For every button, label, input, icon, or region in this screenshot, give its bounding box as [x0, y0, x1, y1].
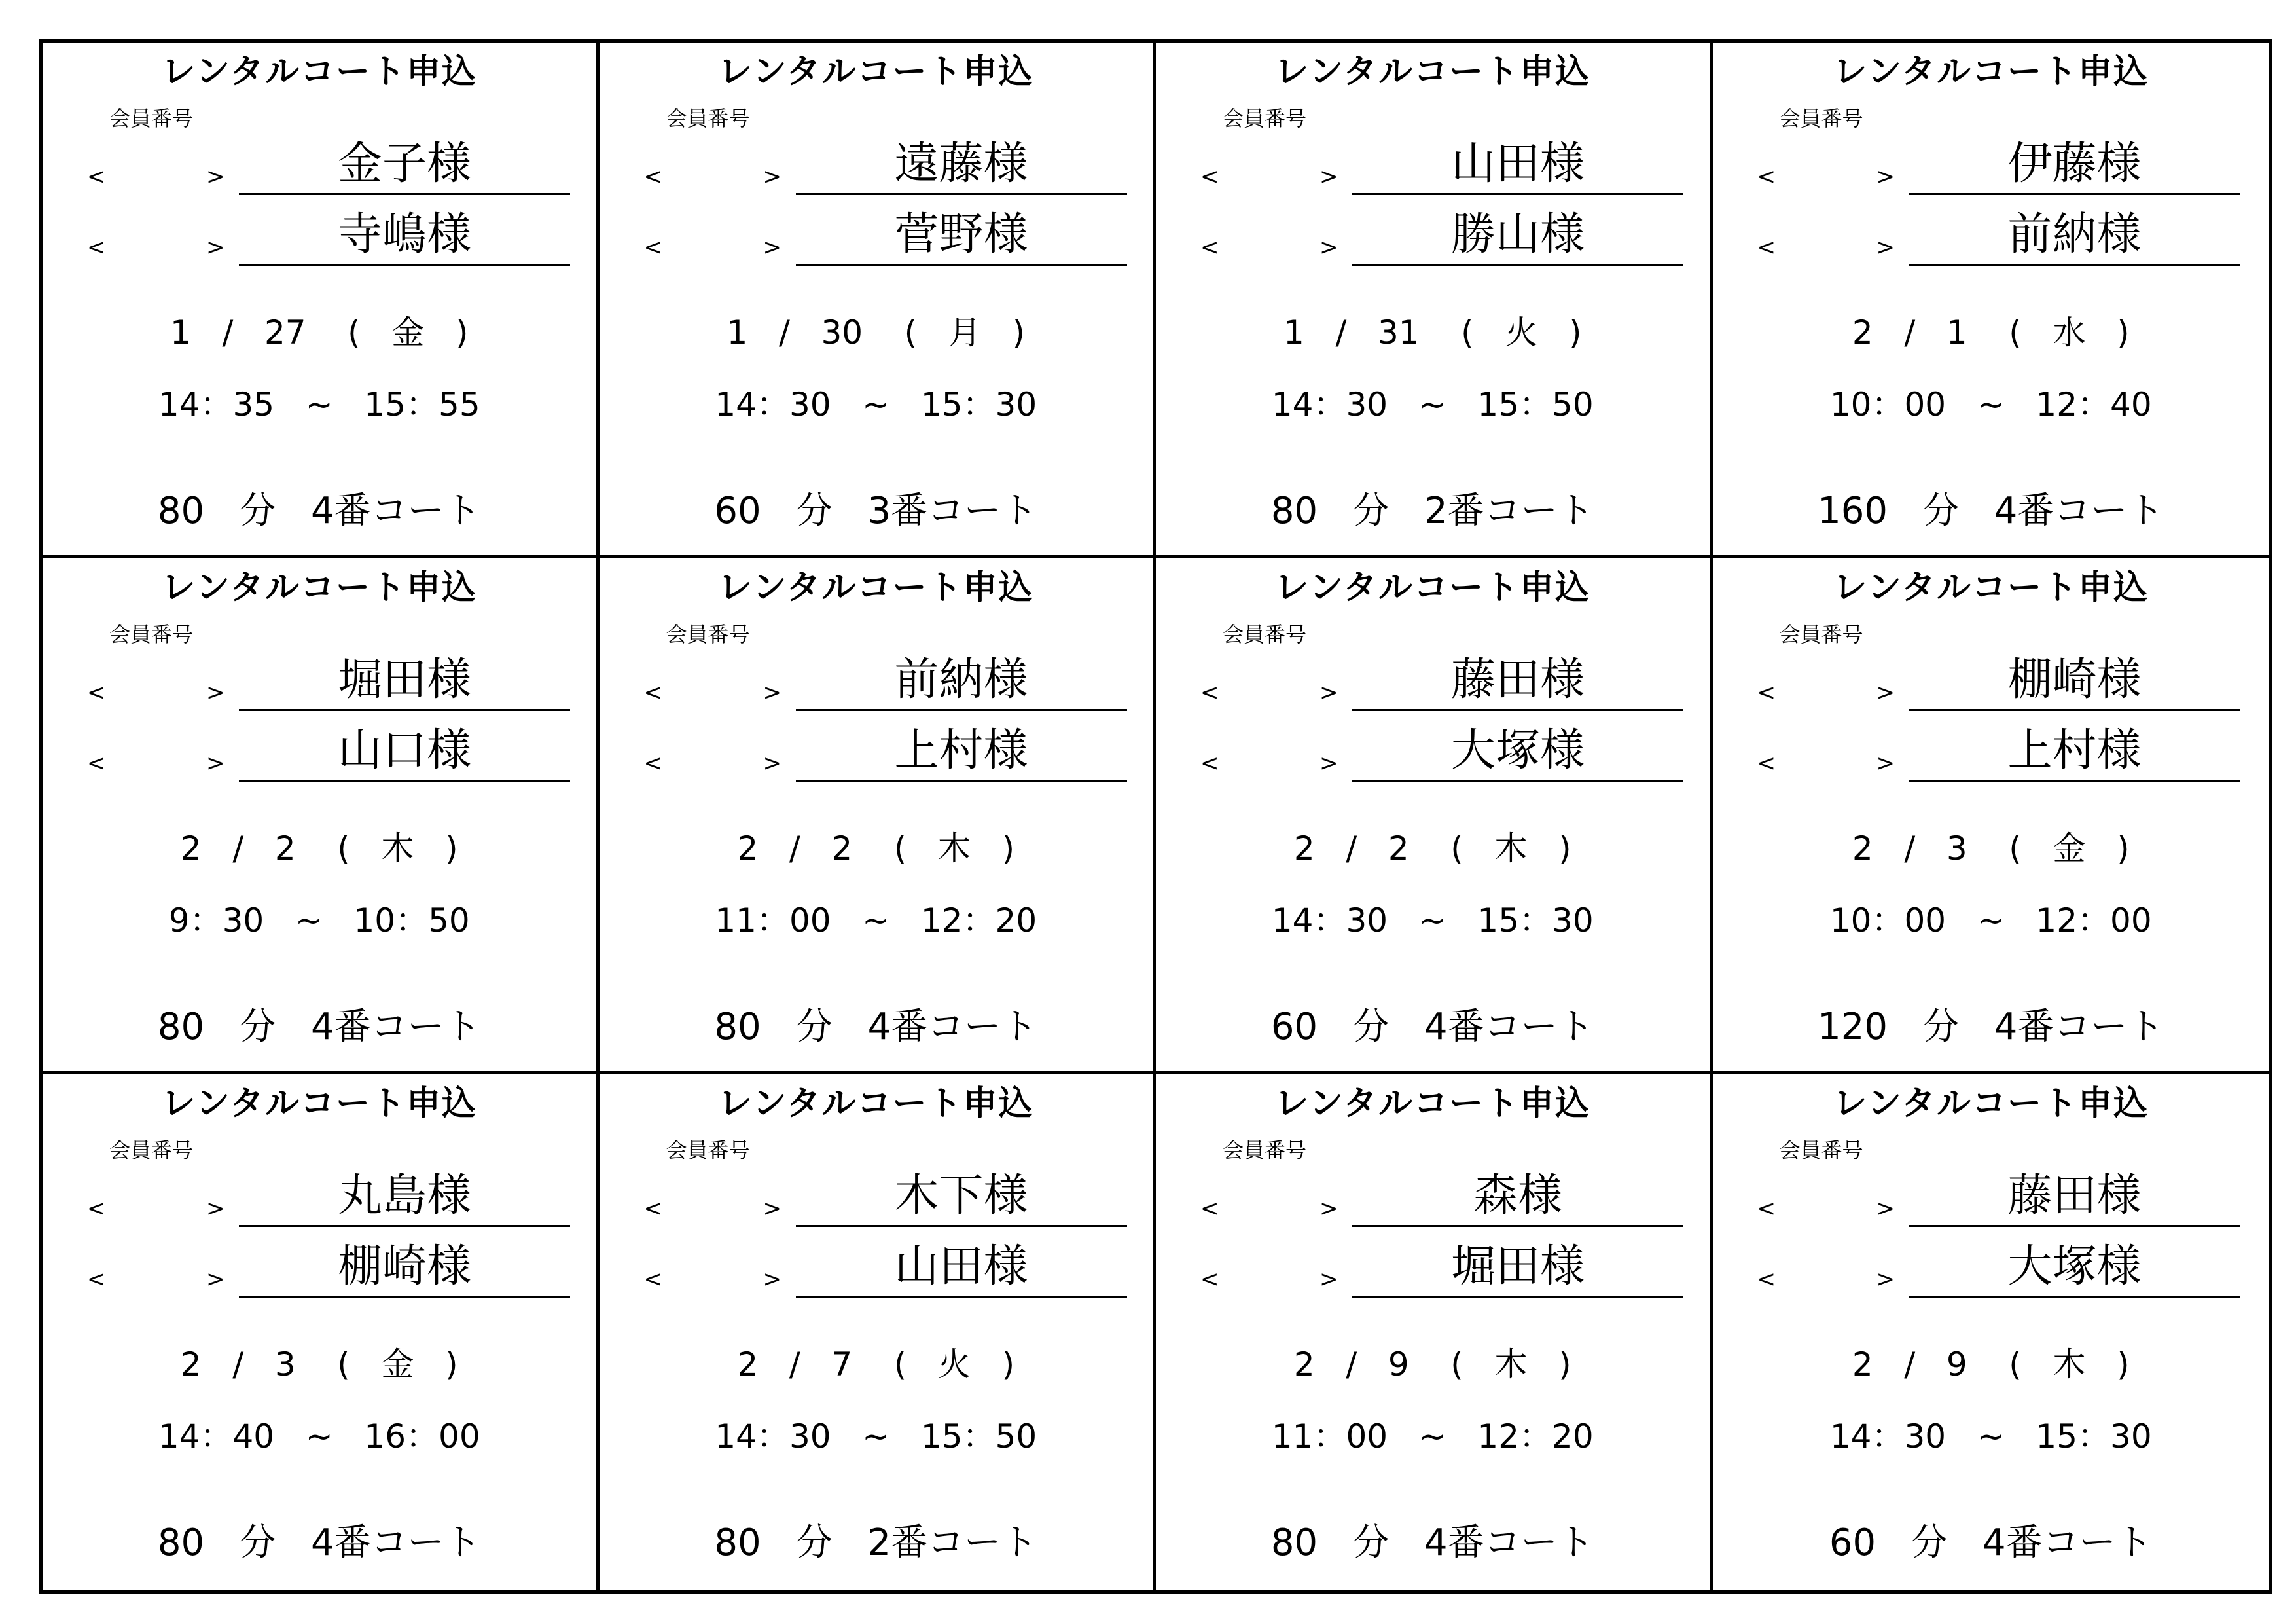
duration-minutes: 80 — [714, 1522, 761, 1564]
duration-unit: 分 — [239, 490, 276, 532]
reservation-date: 2 / 3 ( 金 ) — [1852, 830, 2130, 867]
member-number-bracket-open: < — [1757, 1266, 1776, 1292]
time-end: 15：30 — [920, 386, 1037, 424]
member-number-bracket-open: < — [643, 1266, 662, 1292]
applicant-row-1 — [43, 1167, 596, 1228]
date-weekday: 金 — [391, 314, 425, 352]
date-slash: / — [789, 830, 800, 867]
member-number-bracket-close: > — [762, 1195, 781, 1222]
date-slash: / — [1904, 1345, 1916, 1383]
court-number: 4番コート — [1994, 1006, 2164, 1048]
time-end: 12：20 — [920, 902, 1037, 939]
duration-unit: 分 — [1352, 1006, 1390, 1048]
member-number-bracket-close: > — [1876, 750, 1895, 776]
time-end: 10：50 — [353, 902, 470, 939]
applicant-row-2 — [1713, 722, 2270, 782]
member-number-bracket-close: > — [1319, 164, 1338, 190]
time-tilde: ~ — [862, 1417, 890, 1455]
applicant-name-2[interactable]: 山口様 — [239, 722, 570, 782]
duration-unit: 分 — [1922, 490, 1960, 532]
rental-court-card — [600, 1074, 1157, 1590]
member-number-label: 会員番号 — [1779, 1138, 1863, 1163]
duration-unit: 分 — [796, 490, 833, 532]
reservation-date: 2 / 2 ( 木 ) — [737, 830, 1015, 867]
duration-minutes: 80 — [157, 490, 205, 532]
member-number-label: 会員番号 — [109, 622, 194, 647]
reservation-time — [1713, 904, 2270, 937]
member-number-bracket-close: > — [206, 234, 225, 261]
applicant-name-1[interactable]: 丸島様 — [239, 1167, 570, 1227]
applicant-name-1[interactable]: 棚崎様 — [1909, 651, 2240, 711]
applicant-row-2 — [1713, 206, 2270, 266]
card-title: レンタルコート申込 — [1833, 1084, 2149, 1123]
date-day: 31 — [1377, 314, 1420, 352]
applicant-name-2[interactable]: 堀田様 — [1352, 1238, 1683, 1298]
duration-unit: 分 — [1910, 1522, 1948, 1564]
member-number-bracket-open: < — [1200, 1195, 1219, 1222]
member-number-bracket-open: < — [87, 164, 106, 190]
reservation-date: 1 / 30 ( 月 ) — [726, 314, 1026, 352]
duration-minutes: 80 — [714, 1006, 761, 1048]
member-number-bracket-open: < — [87, 680, 106, 706]
date-day: 7 — [831, 1345, 853, 1383]
member-number-bracket-close: > — [1319, 750, 1338, 776]
member-number-bracket-close: > — [762, 234, 781, 261]
member-number-bracket-close: > — [206, 1195, 225, 1222]
court-number: 4番コート — [1982, 1522, 2153, 1564]
card-title: レンタルコート申込 — [717, 568, 1034, 608]
date-day: 1 — [1946, 314, 1967, 352]
date-weekday: 火 — [1505, 314, 1538, 352]
applicant-name-1[interactable]: 山田様 — [1352, 136, 1683, 195]
member-number-bracket-close: > — [762, 164, 781, 190]
member-number-bracket-close: > — [206, 1266, 225, 1292]
reservation-date: 2 / 9 ( 木 ) — [1293, 1345, 1571, 1383]
time-tilde: ~ — [305, 1417, 333, 1455]
rental-court-card — [1713, 43, 2270, 558]
date-month: 2 — [737, 1345, 759, 1383]
duration-minutes: 160 — [1818, 490, 1888, 532]
date-day: 9 — [1388, 1345, 1409, 1383]
card-title: レンタルコート申込 — [717, 1084, 1034, 1123]
reservation-time — [600, 386, 1153, 424]
duration-unit: 分 — [1352, 1522, 1390, 1564]
reservation-time — [600, 904, 1153, 937]
duration-and-court — [600, 490, 1153, 532]
member-number-bracket-open: < — [1200, 680, 1219, 706]
member-number-bracket-close: > — [1876, 1266, 1895, 1292]
reservation-date: 2 / 1 ( 水 ) — [1852, 314, 2130, 352]
applicant-row-1 — [1713, 1167, 2270, 1228]
member-number-bracket-close: > — [1319, 680, 1338, 706]
duration-unit: 分 — [796, 1522, 833, 1564]
duration-and-court — [600, 1522, 1153, 1564]
rental-court-card — [600, 43, 1157, 558]
duration-minutes: 60 — [1270, 1006, 1318, 1048]
court-number: 4番コート — [310, 1006, 481, 1048]
time-tilde: ~ — [1977, 386, 2005, 424]
duration-minutes: 80 — [157, 1522, 205, 1564]
applicant-name-2[interactable]: 上村様 — [1909, 722, 2240, 782]
time-end: 15：55 — [364, 386, 480, 424]
card-title: レンタルコート申込 — [161, 52, 478, 92]
reservation-time — [1156, 904, 1710, 937]
member-number-bracket-open: < — [1757, 680, 1776, 706]
date-slash: / — [1904, 830, 1916, 867]
time-tilde: ~ — [305, 386, 333, 424]
applicant-name-2[interactable]: 寺嶋様 — [239, 206, 570, 266]
date-month: 2 — [1852, 830, 1873, 867]
date-month: 1 — [170, 314, 191, 352]
date-month: 2 — [1293, 830, 1315, 867]
applicant-name-1[interactable]: 堀田様 — [239, 651, 570, 711]
applicant-row-2 — [600, 722, 1153, 782]
date-day: 2 — [831, 830, 853, 867]
applicant-row-2 — [1156, 206, 1710, 266]
reservation-date: 2 / 2 ( 木 ) — [180, 830, 458, 867]
date-day: 2 — [274, 830, 296, 867]
applicant-row-2 — [600, 206, 1153, 266]
applicant-name-2[interactable]: 棚崎様 — [239, 1238, 570, 1298]
member-number-bracket-close: > — [206, 680, 225, 706]
rental-court-card — [600, 558, 1157, 1074]
rental-court-card — [1713, 1074, 2270, 1590]
member-number-bracket-close: > — [206, 750, 225, 776]
date-month: 2 — [180, 1345, 202, 1383]
time-end: 15：30 — [2036, 1417, 2152, 1455]
date-day: 30 — [821, 314, 863, 352]
date-month: 1 — [1283, 314, 1304, 352]
member-number-bracket-close: > — [206, 164, 225, 190]
member-number-label: 会員番号 — [666, 106, 750, 131]
date-month: 2 — [1852, 314, 1873, 352]
applicant-name-1[interactable]: 伊藤様 — [1909, 136, 2240, 195]
court-number: 4番コート — [310, 1522, 481, 1564]
member-number-bracket-close: > — [1319, 234, 1338, 261]
date-day: 2 — [1388, 830, 1409, 867]
date-slash: / — [222, 314, 234, 352]
applicant-row-2 — [1156, 1238, 1710, 1298]
date-month: 1 — [726, 314, 748, 352]
member-number-bracket-close: > — [762, 680, 781, 706]
time-tilde: ~ — [1418, 902, 1446, 939]
time-start: 14：30 — [1829, 1417, 1946, 1455]
member-number-label: 会員番号 — [1223, 106, 1307, 131]
court-number: 4番コート — [867, 1006, 1038, 1048]
reservation-time — [1156, 386, 1710, 424]
member-number-label: 会員番号 — [109, 1138, 194, 1163]
duration-unit: 分 — [239, 1522, 276, 1564]
time-tilde: ~ — [862, 386, 890, 424]
applicant-name-2[interactable]: 勝山様 — [1352, 206, 1683, 266]
member-number-bracket-close: > — [1876, 164, 1895, 190]
reservation-time — [1713, 1417, 2270, 1455]
member-number-label: 会員番号 — [109, 106, 194, 131]
duration-and-court — [1156, 1522, 1710, 1564]
time-tilde: ~ — [1418, 1417, 1446, 1455]
member-number-bracket-close: > — [1319, 1195, 1338, 1222]
applicant-name-1[interactable]: 森様 — [1352, 1167, 1683, 1227]
applicant-name-2[interactable]: 大塚様 — [1909, 1238, 2240, 1298]
time-start: 14：40 — [158, 1417, 275, 1455]
time-start: 9：30 — [168, 902, 264, 939]
date-slash: / — [1335, 314, 1347, 352]
time-start: 14：35 — [158, 386, 275, 424]
applicant-name-2[interactable]: 前納様 — [1909, 206, 2240, 266]
applicant-row-2 — [43, 206, 596, 266]
time-end: 15：50 — [1477, 386, 1594, 424]
applicant-name-2[interactable]: 山田様 — [796, 1238, 1127, 1298]
applicant-row-2 — [600, 1238, 1153, 1298]
date-weekday: 火 — [937, 1345, 971, 1383]
date-month: 2 — [1852, 1345, 1873, 1383]
date-month: 2 — [1293, 1345, 1315, 1383]
date-slash: / — [778, 314, 790, 352]
card-title: レンタルコート申込 — [1274, 1084, 1591, 1123]
member-number-bracket-open: < — [87, 234, 106, 261]
date-day: 3 — [1946, 830, 1967, 867]
applicant-name-1[interactable]: 金子様 — [239, 136, 570, 195]
rental-court-card — [1156, 1074, 1713, 1590]
member-number-bracket-close: > — [762, 750, 781, 776]
duration-minutes: 80 — [1270, 1522, 1318, 1564]
applicant-name-1[interactable]: 木下様 — [796, 1167, 1127, 1227]
duration-and-court — [1156, 490, 1710, 532]
date-weekday: 水 — [2053, 314, 2086, 352]
date-day: 9 — [1946, 1345, 1967, 1383]
duration-and-court — [600, 1006, 1153, 1048]
rental-court-card — [43, 1074, 600, 1590]
applicant-name-1[interactable]: 遠藤様 — [796, 136, 1127, 195]
applicant-row-2 — [1156, 722, 1710, 782]
member-number-label: 会員番号 — [1223, 622, 1307, 647]
applicant-row-1 — [1156, 651, 1710, 712]
date-weekday: 金 — [2053, 830, 2086, 867]
time-end: 12：40 — [2036, 386, 2152, 424]
reservation-time — [1713, 386, 2270, 424]
time-tilde: ~ — [1977, 902, 2005, 939]
applicant-name-1[interactable]: 藤田様 — [1909, 1167, 2240, 1227]
card-title: レンタルコート申込 — [161, 1084, 478, 1123]
member-number-bracket-close: > — [1876, 680, 1895, 706]
date-weekday: 木 — [1494, 830, 1528, 867]
applicant-name-2[interactable]: 菅野様 — [796, 206, 1127, 266]
court-number: 4番コート — [1424, 1006, 1594, 1048]
member-number-label: 会員番号 — [666, 1138, 750, 1163]
duration-and-court — [1156, 1006, 1710, 1048]
court-number: 4番コート — [1994, 490, 2164, 532]
time-tilde: ~ — [295, 902, 323, 939]
member-number-label: 会員番号 — [1223, 1138, 1307, 1163]
reservation-time — [43, 1417, 596, 1455]
duration-unit: 分 — [1352, 490, 1390, 532]
duration-minutes: 80 — [1270, 490, 1318, 532]
applicant-row-1 — [600, 1167, 1153, 1228]
member-number-bracket-open: < — [1757, 1195, 1776, 1222]
date-weekday: 木 — [1494, 1345, 1528, 1383]
date-slash: / — [789, 1345, 800, 1383]
applicant-row-1 — [1156, 1167, 1710, 1228]
duration-and-court — [43, 1522, 596, 1564]
duration-minutes: 80 — [157, 1006, 205, 1048]
applicant-row-1 — [1156, 136, 1710, 196]
member-number-bracket-open: < — [643, 680, 662, 706]
date-weekday: 木 — [381, 830, 414, 867]
reservation-time — [43, 904, 596, 937]
applicant-row-2 — [43, 1238, 596, 1298]
duration-and-court — [1713, 1522, 2270, 1564]
time-end: 15：50 — [920, 1417, 1037, 1455]
date-weekday: 月 — [948, 314, 981, 352]
rental-court-card — [43, 558, 600, 1074]
duration-and-court — [43, 490, 596, 532]
time-end: 12：00 — [2036, 902, 2152, 939]
time-start: 14：30 — [1271, 902, 1388, 939]
duration-minutes: 60 — [714, 490, 761, 532]
member-number-bracket-close: > — [1876, 1195, 1895, 1222]
reservation-date: 2 / 3 ( 金 ) — [180, 1345, 458, 1383]
reservation-date: 1 / 27 ( 金 ) — [170, 314, 469, 352]
date-weekday: 金 — [381, 1345, 414, 1383]
duration-unit: 分 — [796, 1006, 833, 1048]
court-number: 4番コート — [310, 490, 481, 532]
court-number: 2番コート — [1424, 490, 1594, 532]
time-start: 11：00 — [715, 902, 831, 939]
applicant-row-1 — [1713, 136, 2270, 196]
rental-court-card — [1713, 558, 2270, 1074]
application-sheet — [39, 39, 2272, 1594]
reservation-date: 2 / 7 ( 火 ) — [737, 1345, 1015, 1383]
date-slash: / — [232, 830, 244, 867]
member-number-bracket-open: < — [643, 750, 662, 776]
applicant-row-1 — [600, 136, 1153, 196]
rental-court-card — [1156, 43, 1713, 558]
member-number-bracket-open: < — [643, 1195, 662, 1222]
applicant-row-2 — [43, 722, 596, 782]
date-weekday: 木 — [2053, 1345, 2086, 1383]
member-number-bracket-open: < — [1757, 164, 1776, 190]
reservation-time — [600, 1417, 1153, 1455]
time-end: 15：30 — [1477, 902, 1594, 939]
date-month: 2 — [180, 830, 202, 867]
member-number-bracket-open: < — [87, 1266, 106, 1292]
member-number-bracket-close: > — [762, 1266, 781, 1292]
reservation-time — [1156, 1417, 1710, 1455]
member-number-bracket-open: < — [1200, 164, 1219, 190]
time-start: 14：30 — [1271, 386, 1388, 424]
date-slash: / — [1346, 1345, 1357, 1383]
duration-and-court — [43, 1006, 596, 1048]
member-number-label: 会員番号 — [666, 622, 750, 647]
duration-unit: 分 — [1922, 1006, 1960, 1048]
time-start: 11：00 — [1271, 1417, 1388, 1455]
reservation-date: 2 / 2 ( 木 ) — [1293, 830, 1571, 867]
date-slash: / — [1346, 830, 1357, 867]
card-title: レンタルコート申込 — [1833, 52, 2149, 92]
applicant-name-1[interactable]: 藤田様 — [1352, 651, 1683, 711]
applicant-name-2[interactable]: 大塚様 — [1352, 722, 1683, 782]
court-number: 2番コート — [867, 1522, 1038, 1564]
time-start: 10：00 — [1829, 902, 1946, 939]
applicant-row-1 — [600, 651, 1153, 712]
time-start: 14：30 — [715, 1417, 831, 1455]
card-title: レンタルコート申込 — [717, 52, 1034, 92]
member-number-bracket-open: < — [1757, 234, 1776, 261]
rental-court-card — [43, 43, 600, 558]
date-slash: / — [232, 1345, 244, 1383]
member-number-bracket-open: < — [1200, 1266, 1219, 1292]
duration-unit: 分 — [239, 1006, 276, 1048]
member-number-bracket-open: < — [643, 164, 662, 190]
duration-minutes: 60 — [1829, 1522, 1876, 1564]
date-slash: / — [1904, 314, 1916, 352]
member-number-bracket-open: < — [643, 234, 662, 261]
member-number-bracket-open: < — [87, 1195, 106, 1222]
member-number-bracket-open: < — [1757, 750, 1776, 776]
time-end: 12：20 — [1477, 1417, 1594, 1455]
member-number-label: 会員番号 — [1779, 106, 1863, 131]
card-title: レンタルコート申込 — [1833, 568, 2149, 608]
card-title: レンタルコート申込 — [1274, 568, 1591, 608]
time-tilde: ~ — [862, 902, 890, 939]
member-number-bracket-open: < — [1200, 750, 1219, 776]
duration-and-court — [1713, 1006, 2270, 1048]
member-number-bracket-open: < — [87, 750, 106, 776]
member-number-bracket-close: > — [1876, 234, 1895, 261]
reservation-date: 2 / 9 ( 木 ) — [1852, 1345, 2130, 1383]
court-number: 3番コート — [867, 490, 1038, 532]
applicant-row-2 — [1713, 1238, 2270, 1298]
date-day: 3 — [274, 1345, 296, 1383]
applicant-name-2[interactable]: 上村様 — [796, 722, 1127, 782]
date-month: 2 — [737, 830, 759, 867]
member-number-bracket-close: > — [1319, 1266, 1338, 1292]
rental-court-card — [1156, 558, 1713, 1074]
card-title: レンタルコート申込 — [161, 568, 478, 608]
date-weekday: 木 — [937, 830, 971, 867]
applicant-row-1 — [43, 136, 596, 196]
time-end: 16：00 — [364, 1417, 480, 1455]
member-number-bracket-open: < — [1200, 234, 1219, 261]
court-number: 4番コート — [1424, 1522, 1594, 1564]
reservation-date: 1 / 31 ( 火 ) — [1283, 314, 1582, 352]
applicant-name-1[interactable]: 前納様 — [796, 651, 1127, 711]
member-number-label: 会員番号 — [1779, 622, 1863, 647]
reservation-time — [43, 386, 596, 424]
duration-and-court — [1713, 490, 2270, 532]
time-start: 10：00 — [1829, 386, 1946, 424]
duration-minutes: 120 — [1818, 1006, 1888, 1048]
time-start: 14：30 — [715, 386, 831, 424]
applicant-row-1 — [1713, 651, 2270, 712]
time-tilde: ~ — [1977, 1417, 2005, 1455]
time-tilde: ~ — [1418, 386, 1446, 424]
date-day: 27 — [264, 314, 306, 352]
card-title: レンタルコート申込 — [1274, 52, 1591, 92]
applicant-row-1 — [43, 651, 596, 712]
